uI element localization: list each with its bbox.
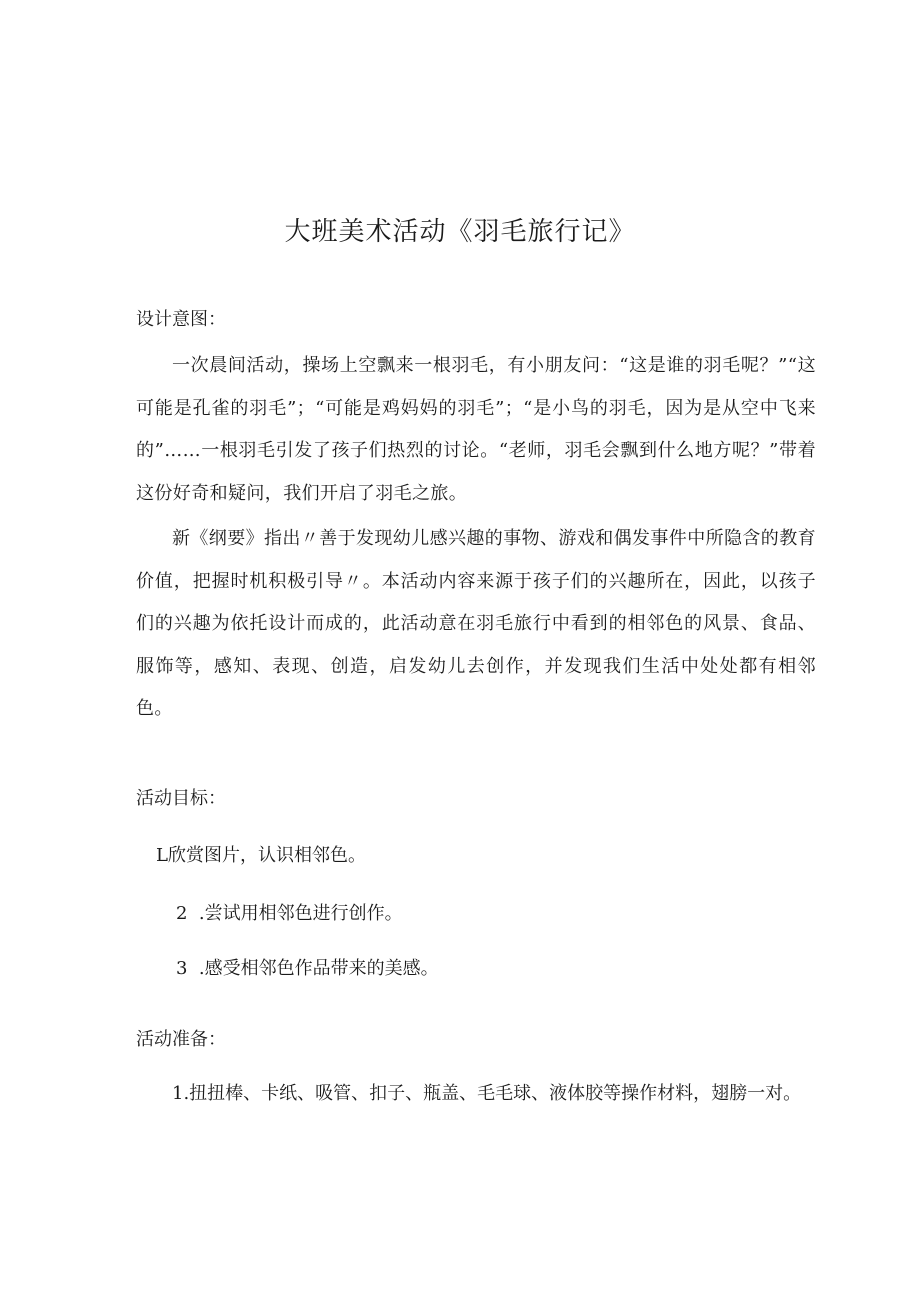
goals-heading: 活动目标： bbox=[136, 788, 226, 809]
design-intent-paragraph-1: 一次晨间活动，操场上空飘来一根羽毛，有小朋友问：“这是谁的羽毛呢？”“这可能是孔雀的羽毛”；“可能是鸡妈妈的羽毛”；“是小鸟的羽毛，因为是从空中飞来的”……一根羽毛引发了孩子们热烈的讨论。“老师，羽毛会飘到什么地方呢？”带着这份好奇和疑问，我们开启了羽毛之旅。 bbox=[136, 355, 816, 504]
preparation-item-1: 1.扭扭棒、卡纸、吸管、扣子、瓶盖、毛毛球、液体胶等操作材料，翅膀一对。 bbox=[172, 1083, 802, 1104]
design-intent-body bbox=[136, 345, 816, 731]
design-intent-paragraph-2: 新《纲要》指出〃善于发现幼儿感兴趣的事物、游戏和偶发事件中所隐含的教育价值，把握时机积极引导〃。本活动内容来源于孩子们的兴趣所在，因此，以孩子们的兴趣为依托设计而成的，此活动意在羽毛旅行中看到的相邻色的风景、食品、服饰等，感知、表现、创造，启发幼儿去创作，并发现我们生活中处处都有相邻色。 bbox=[136, 528, 816, 719]
goal-item-2: 2 .尝试用相邻色进行创作。 bbox=[176, 903, 403, 924]
goal-item-1: L欣赏图片，认识相邻色。 bbox=[156, 845, 366, 866]
goal-item-3: 3 .感受相邻色作品带来的美感。 bbox=[176, 958, 439, 979]
preparation-heading: 活动准备： bbox=[136, 1029, 226, 1050]
design-intent-heading: 设计意图： bbox=[136, 309, 226, 330]
document-title: 大班美术活动《羽毛旅行记》 bbox=[284, 217, 636, 247]
